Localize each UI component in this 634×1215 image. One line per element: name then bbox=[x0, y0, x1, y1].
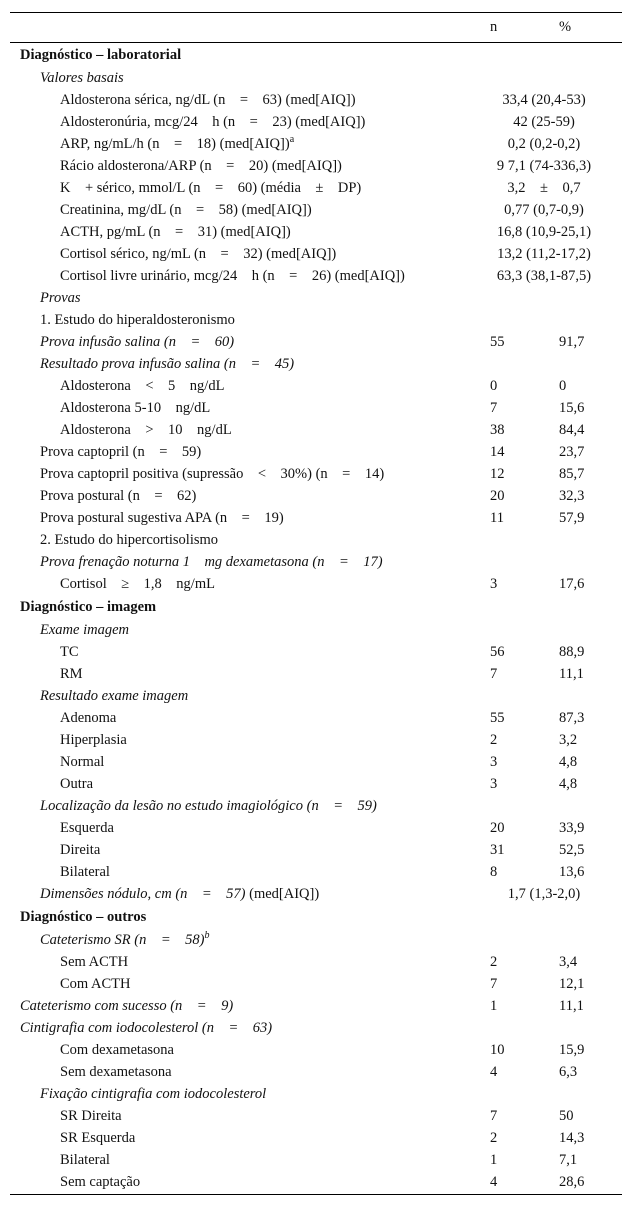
section-row bbox=[10, 595, 622, 619]
row-label bbox=[10, 1083, 476, 1105]
table-row bbox=[10, 133, 622, 155]
row-label-text: Outra bbox=[60, 775, 94, 792]
row-label-text: Fixação cintigrafia com iodocolesterol bbox=[40, 1085, 267, 1102]
table-row bbox=[10, 485, 622, 507]
table-row bbox=[10, 685, 622, 707]
row-label-text: Sem dexametasona bbox=[60, 1063, 172, 1080]
row-label bbox=[10, 1149, 476, 1171]
row-label bbox=[10, 573, 476, 595]
cell-percent: 0 bbox=[559, 377, 567, 394]
row-label-text: Sem captação bbox=[60, 1174, 141, 1191]
table-row bbox=[10, 773, 622, 795]
row-label-text: Diagnóstico – laboratorial bbox=[20, 46, 182, 63]
header-percent: % bbox=[545, 13, 622, 43]
row-label-text: Aldosterona > 10 ng/dL bbox=[60, 421, 232, 438]
row-label-text: Prova postural sugestiva APA (n = 19) bbox=[40, 509, 284, 526]
table-row bbox=[10, 111, 622, 133]
cell-n bbox=[476, 309, 545, 331]
cell-n bbox=[476, 43, 545, 67]
row-label-text: Direita bbox=[60, 841, 101, 858]
table-row bbox=[10, 995, 622, 1017]
row-value: 3,2 ± 0,7 bbox=[507, 179, 581, 196]
cell-n: 3 bbox=[490, 753, 498, 770]
cell-n bbox=[476, 929, 545, 951]
cell-percent: 4,8 bbox=[559, 775, 578, 792]
table-row bbox=[10, 441, 622, 463]
cell-n: 2 bbox=[490, 953, 498, 970]
table-row bbox=[10, 973, 622, 995]
cell-n bbox=[476, 619, 545, 641]
row-label bbox=[10, 419, 476, 441]
table-row bbox=[10, 707, 622, 729]
row-label bbox=[10, 1039, 476, 1061]
row-label bbox=[10, 1061, 476, 1083]
row-label-text: Prova infusão salina (n = 60) bbox=[40, 333, 235, 350]
row-label bbox=[10, 309, 476, 331]
row-label-text: (med[AIQ]) bbox=[245, 885, 320, 902]
table-body bbox=[10, 43, 622, 1195]
table-row bbox=[10, 309, 622, 331]
table-row bbox=[10, 353, 622, 375]
cell-percent bbox=[545, 529, 622, 551]
cell-percent: 87,3 bbox=[559, 709, 585, 726]
cell-n bbox=[476, 287, 545, 309]
row-label bbox=[10, 89, 476, 111]
row-label-text: Prova captopril positiva (supressão < 30%) (n = 14) bbox=[40, 465, 385, 482]
row-label-text: Cortisol ≥ 1,8 ng/mL bbox=[60, 575, 215, 592]
cell-n bbox=[476, 1017, 545, 1039]
cell-percent bbox=[545, 929, 622, 951]
row-label bbox=[10, 243, 476, 265]
table-row bbox=[10, 331, 622, 353]
section-title bbox=[10, 595, 476, 619]
table-row bbox=[10, 1061, 622, 1083]
row-label bbox=[10, 463, 476, 485]
cell-percent: 12,1 bbox=[559, 975, 585, 992]
section-row bbox=[10, 43, 622, 67]
row-label bbox=[10, 995, 476, 1017]
row-label-text: Bilateral bbox=[60, 1151, 110, 1168]
row-value: 16,8 (10,9-25,1) bbox=[496, 223, 592, 240]
cell-percent: 23,7 bbox=[559, 443, 585, 460]
table-row bbox=[10, 375, 622, 397]
cell-n: 0 bbox=[490, 377, 498, 394]
table-row bbox=[10, 929, 622, 951]
row-label bbox=[10, 155, 476, 177]
row-label-text: Exame imagem bbox=[40, 621, 129, 638]
row-label bbox=[10, 529, 476, 551]
row-label-text: Prova frenação noturna 1 mg dexametasona (n = 17) bbox=[40, 553, 383, 570]
cell-n bbox=[476, 795, 545, 817]
row-label-text: Diagnóstico – imagem bbox=[20, 598, 157, 615]
row-label-text: K + sérico, mmol/L (n = 60) (média ± DP) bbox=[60, 179, 362, 196]
cell-n: 55 bbox=[490, 709, 505, 726]
cell-percent: 7,1 bbox=[559, 1151, 578, 1168]
row-label-text: Aldosterona < 5 ng/dL bbox=[60, 377, 225, 394]
row-label-text: Resultado exame imagem bbox=[40, 687, 189, 704]
cell-n: 31 bbox=[490, 841, 505, 858]
table-row bbox=[10, 883, 622, 905]
header-row bbox=[10, 13, 622, 43]
row-label bbox=[10, 663, 476, 685]
row-label-text: Adenoma bbox=[60, 709, 117, 726]
row-label-text: Prova captopril (n = 59) bbox=[40, 443, 202, 460]
row-label bbox=[10, 265, 476, 287]
row-label-text: Valores basais bbox=[40, 69, 124, 86]
row-label bbox=[10, 641, 476, 663]
cell-n bbox=[476, 529, 545, 551]
cell-n: 12 bbox=[490, 465, 505, 482]
row-label-text: Creatinina, mg/dL (n = 58) (med[AIQ]) bbox=[60, 201, 312, 218]
cell-percent: 6,3 bbox=[559, 1063, 578, 1080]
row-label-text: Cortisol sérico, ng/mL (n = 32) (med[AIQ]) bbox=[60, 245, 337, 262]
table-row bbox=[10, 265, 622, 287]
cell-percent: 3,2 bbox=[559, 731, 578, 748]
row-label-text: Com dexametasona bbox=[60, 1041, 174, 1058]
row-value: 9 7,1 (74-336,3) bbox=[496, 157, 592, 174]
row-label-text: TC bbox=[60, 643, 79, 660]
table-container bbox=[10, 0, 622, 1195]
table-row bbox=[10, 951, 622, 973]
row-label bbox=[10, 707, 476, 729]
row-value: 63,3 (38,1-87,5) bbox=[496, 267, 592, 284]
cell-percent: 13,6 bbox=[559, 863, 585, 880]
cell-percent bbox=[545, 905, 622, 929]
row-label-text: Sem ACTH bbox=[60, 953, 129, 970]
cell-n: 55 bbox=[490, 333, 505, 350]
row-label bbox=[10, 507, 476, 529]
cell-percent bbox=[545, 551, 622, 573]
cell-n bbox=[476, 353, 545, 375]
table-row bbox=[10, 729, 622, 751]
cell-percent: 57,9 bbox=[559, 509, 585, 526]
row-label-text: Normal bbox=[60, 753, 105, 770]
cell-percent: 3,4 bbox=[559, 953, 578, 970]
row-label bbox=[10, 929, 476, 951]
row-label-text: RM bbox=[60, 665, 83, 682]
cell-n: 2 bbox=[490, 731, 498, 748]
row-label-text: Prova postural (n = 62) bbox=[40, 487, 197, 504]
cell-percent: 11,1 bbox=[559, 997, 584, 1014]
table-header bbox=[10, 13, 622, 43]
table-row bbox=[10, 463, 622, 485]
row-label bbox=[10, 619, 476, 641]
table-row bbox=[10, 221, 622, 243]
row-label bbox=[10, 1127, 476, 1149]
row-label bbox=[10, 133, 476, 155]
row-label bbox=[10, 221, 476, 243]
row-label-text: Aldosterona 5-10 ng/dL bbox=[60, 399, 211, 416]
cell-percent: 28,6 bbox=[545, 1171, 622, 1195]
row-label-text: Cateterismo com sucesso (n = 9) bbox=[20, 997, 234, 1014]
cell-percent bbox=[545, 287, 622, 309]
row-label bbox=[10, 177, 476, 199]
cell-n: 7 bbox=[490, 1107, 498, 1124]
cell-percent: 91,7 bbox=[559, 333, 585, 350]
row-label bbox=[10, 839, 476, 861]
cell-n bbox=[476, 551, 545, 573]
row-label bbox=[10, 795, 476, 817]
cell-n: 2 bbox=[490, 1129, 498, 1146]
row-label bbox=[10, 773, 476, 795]
cell-n: 8 bbox=[490, 863, 498, 880]
cell-n: 7 bbox=[490, 665, 498, 682]
cell-percent bbox=[545, 595, 622, 619]
row-label-text: Cintigrafia com iodocolesterol (n = 63) bbox=[20, 1019, 273, 1036]
row-label bbox=[10, 199, 476, 221]
row-label bbox=[10, 111, 476, 133]
table-row bbox=[10, 861, 622, 883]
row-label-text: Com ACTH bbox=[60, 975, 131, 992]
table-row bbox=[10, 839, 622, 861]
table-row bbox=[10, 1127, 622, 1149]
row-label-text: Esquerda bbox=[60, 819, 114, 836]
table-row bbox=[10, 751, 622, 773]
row-value: 42 (25-59) bbox=[513, 113, 575, 130]
cell-n: 14 bbox=[490, 443, 505, 460]
table-row bbox=[10, 529, 622, 551]
cell-n bbox=[476, 595, 545, 619]
cell-n bbox=[476, 685, 545, 707]
cell-percent: 32,3 bbox=[559, 487, 585, 504]
table-row bbox=[10, 663, 622, 685]
header-n: n bbox=[476, 13, 545, 43]
row-label bbox=[10, 1105, 476, 1127]
cell-n: 56 bbox=[490, 643, 505, 660]
row-label bbox=[10, 973, 476, 995]
row-label bbox=[10, 397, 476, 419]
row-label bbox=[10, 67, 476, 89]
row-label-text: 1. Estudo do hiperaldosteronismo bbox=[40, 311, 235, 328]
row-label bbox=[10, 751, 476, 773]
row-label bbox=[10, 951, 476, 973]
cell-percent: 17,6 bbox=[559, 575, 585, 592]
table-row bbox=[10, 573, 622, 595]
table-row bbox=[10, 89, 622, 111]
row-value: 13,2 (11,2-17,2) bbox=[497, 245, 591, 262]
data-table bbox=[10, 12, 622, 1195]
table-row bbox=[10, 177, 622, 199]
row-label bbox=[10, 883, 476, 905]
header-label bbox=[10, 13, 476, 43]
cell-n bbox=[476, 67, 545, 89]
table-row bbox=[10, 641, 622, 663]
row-value: 1,7 (1,3-2,0) bbox=[507, 885, 581, 902]
table-row bbox=[10, 287, 622, 309]
cell-percent bbox=[545, 795, 622, 817]
cell-percent bbox=[545, 353, 622, 375]
row-label bbox=[10, 287, 476, 309]
table-row bbox=[10, 1105, 622, 1127]
cell-n: 4 bbox=[476, 1171, 545, 1195]
row-label-italic: Dimensões nódulo, cm (n = 57) bbox=[40, 885, 246, 902]
cell-percent bbox=[545, 619, 622, 641]
row-label-text: SR Direita bbox=[60, 1107, 122, 1124]
row-label-text: ARP, ng/mL/h (n = 18) (med[AIQ]) bbox=[60, 135, 290, 152]
table-row bbox=[10, 551, 622, 573]
cell-n: 3 bbox=[490, 775, 498, 792]
cell-n: 1 bbox=[490, 997, 498, 1014]
cell-percent: 52,5 bbox=[559, 841, 585, 858]
table-row bbox=[10, 199, 622, 221]
row-label bbox=[10, 1171, 476, 1195]
cell-n bbox=[476, 1083, 545, 1105]
cell-percent bbox=[545, 1083, 622, 1105]
row-label-text: Localização da lesão no estudo imagiológico (n = 59) bbox=[40, 797, 377, 814]
cell-n: 11 bbox=[490, 509, 504, 526]
table-row bbox=[10, 243, 622, 265]
row-label-text: Cortisol livre urinário, mcg/24 h (n = 26) (med[AIQ]) bbox=[60, 267, 405, 284]
cell-percent: 15,6 bbox=[559, 399, 585, 416]
section-row bbox=[10, 905, 622, 929]
footnote-marker: b bbox=[204, 929, 210, 941]
row-label-text: Aldosterona sérica, ng/dL (n = 63) (med[AIQ]) bbox=[60, 91, 356, 108]
table-row bbox=[10, 419, 622, 441]
row-value: 0,2 (0,2-0,2) bbox=[507, 135, 581, 152]
cell-n: 1 bbox=[490, 1151, 498, 1168]
table-row bbox=[10, 397, 622, 419]
cell-n: 38 bbox=[490, 421, 505, 438]
row-label bbox=[10, 551, 476, 573]
row-label bbox=[10, 817, 476, 839]
cell-percent bbox=[545, 309, 622, 331]
section-title bbox=[10, 905, 476, 929]
table-row bbox=[10, 1017, 622, 1039]
cell-percent: 85,7 bbox=[559, 465, 585, 482]
cell-percent: 4,8 bbox=[559, 753, 578, 770]
row-label bbox=[10, 353, 476, 375]
row-label-text: Aldosteronúria, mcg/24 h (n = 23) (med[AIQ]) bbox=[60, 113, 366, 130]
row-label bbox=[10, 375, 476, 397]
section-title bbox=[10, 43, 476, 67]
cell-percent bbox=[545, 43, 622, 67]
cell-n: 7 bbox=[490, 975, 498, 992]
cell-n: 10 bbox=[490, 1041, 505, 1058]
table-row bbox=[10, 1039, 622, 1061]
table-row bbox=[10, 67, 622, 89]
cell-percent: 50 bbox=[559, 1107, 574, 1124]
row-label-text: Cateterismo SR (n = 58) bbox=[40, 931, 205, 948]
table-row bbox=[10, 1083, 622, 1105]
row-label bbox=[10, 485, 476, 507]
row-label-text: ACTH, pg/mL (n = 31) (med[AIQ]) bbox=[60, 223, 291, 240]
row-value: 0,77 (0,7-0,9) bbox=[504, 201, 584, 218]
cell-percent bbox=[545, 685, 622, 707]
row-label-text: 2. Estudo do hipercortisolismo bbox=[40, 531, 219, 548]
cell-n: 20 bbox=[490, 819, 505, 836]
cell-percent: 15,9 bbox=[559, 1041, 585, 1058]
row-label-text: SR Esquerda bbox=[60, 1129, 136, 1146]
cell-percent: 88,9 bbox=[559, 643, 585, 660]
cell-percent: 33,9 bbox=[559, 819, 585, 836]
row-label bbox=[10, 729, 476, 751]
row-label bbox=[10, 441, 476, 463]
table-row bbox=[10, 795, 622, 817]
cell-percent: 11,1 bbox=[559, 665, 584, 682]
row-value: 33,4 (20,4-53) bbox=[502, 91, 586, 108]
cell-n: 3 bbox=[490, 575, 498, 592]
row-label-text: Resultado prova infusão salina (n = 45) bbox=[40, 355, 295, 372]
row-label-text: Rácio aldosterona/ARP (n = 20) (med[AIQ]) bbox=[60, 157, 342, 174]
table-row bbox=[10, 1149, 622, 1171]
table-row bbox=[10, 507, 622, 529]
row-label-text: Diagnóstico – outros bbox=[20, 908, 147, 925]
footnote-marker: a bbox=[289, 133, 295, 145]
row-label bbox=[10, 861, 476, 883]
cell-n: 7 bbox=[490, 399, 498, 416]
cell-n: 20 bbox=[490, 487, 505, 504]
cell-percent: 14,3 bbox=[559, 1129, 585, 1146]
table-row bbox=[10, 817, 622, 839]
table-row bbox=[10, 155, 622, 177]
cell-percent: 84,4 bbox=[559, 421, 585, 438]
row-label-text: Hiperplasia bbox=[60, 731, 127, 748]
cell-n: 4 bbox=[490, 1063, 498, 1080]
table-row bbox=[10, 619, 622, 641]
cell-percent bbox=[545, 1017, 622, 1039]
cell-n bbox=[476, 905, 545, 929]
row-label bbox=[10, 331, 476, 353]
row-label-text: Bilateral bbox=[60, 863, 110, 880]
table-row bbox=[10, 1171, 622, 1195]
row-label bbox=[10, 1017, 476, 1039]
cell-percent bbox=[545, 67, 622, 89]
row-label bbox=[10, 685, 476, 707]
row-label-text: Provas bbox=[40, 289, 81, 306]
